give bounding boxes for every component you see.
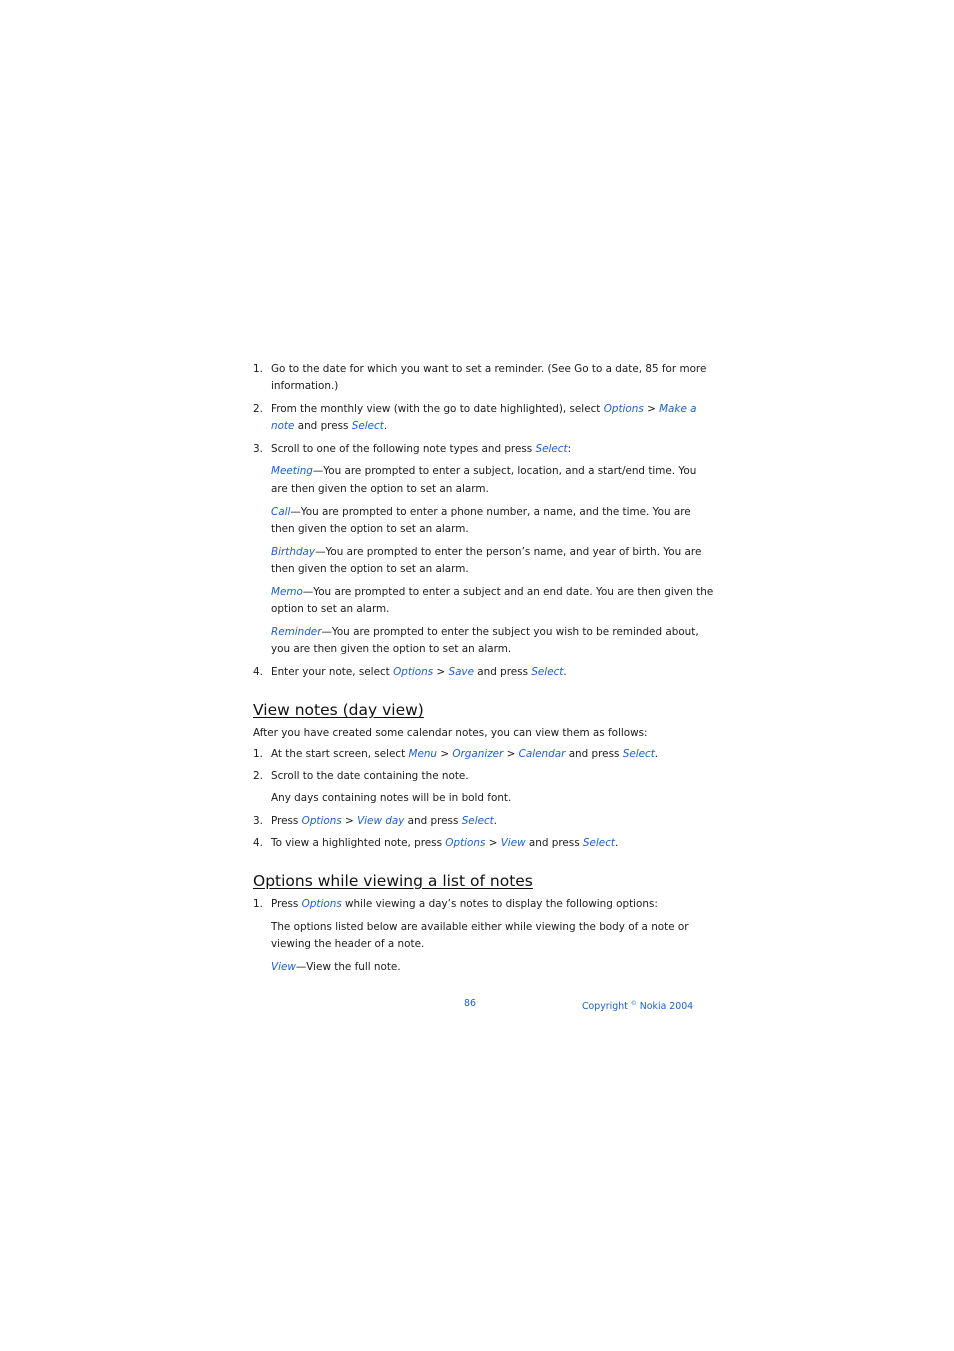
menu-option: Options	[603, 403, 644, 415]
copyright-notice: Copyright © Nokia 2004	[582, 1000, 694, 1012]
step-text: Scroll to one of the following note types and press Select:	[271, 443, 572, 455]
section-heading-options: Options while viewing a list of notes	[253, 872, 533, 890]
step-text: From the monthly view (with the go to date highlighted), select Options > Make a	[271, 403, 697, 415]
step-number: 4.	[253, 666, 263, 678]
note-type-call: Call—You are prompted to enter a phone number, a name, and the time. You are	[271, 506, 691, 518]
note-type-description: then given the option to set an alarm.	[271, 563, 469, 575]
menu-option: Select	[531, 666, 564, 678]
step-number: 1.	[253, 363, 263, 375]
menu-option: Select	[351, 420, 384, 432]
note-type-description: you are then given the option to set an alarm.	[271, 643, 512, 655]
step-number: 1.	[253, 898, 263, 910]
menu-option: Options	[301, 898, 342, 910]
paragraph: viewing the header of a note.	[271, 938, 425, 950]
step-text: Press Options while viewing a day’s notes to display the following options:	[271, 898, 658, 910]
note-type-description: then given the option to set an alarm.	[271, 523, 469, 535]
menu-option: Select	[582, 837, 615, 849]
step-text: Press Options > View day and press Select.	[271, 815, 498, 827]
note-type-birthday: Birthday—You are prompted to enter the person’s name, and year of birth. You are	[271, 546, 702, 558]
step-number: 3.	[253, 815, 263, 827]
copyright-symbol: ©	[630, 1000, 637, 1007]
step-number: 2.	[253, 770, 263, 782]
note-type-reminder: Reminder—You are prompted to enter the subject you wish to be reminded about,	[271, 626, 699, 638]
menu-option: Menu	[408, 748, 438, 760]
step-text: Go to the date for which you want to set a reminder. (See Go to a date, 85 for more	[271, 363, 707, 375]
step-text: Enter your note, select Options > Save and press Select.	[271, 666, 567, 678]
step-text: At the start screen, select Menu > Organizer > Calendar and press Select.	[271, 748, 659, 760]
menu-option: View day	[357, 815, 405, 827]
note-type-description: are then given the option to set an alarm.	[271, 483, 489, 495]
menu-option: Organizer	[452, 748, 504, 760]
option-view: View—View the full note.	[271, 961, 401, 973]
step-number: 1.	[253, 748, 263, 760]
section-heading-view-notes: View notes (day view)	[253, 701, 424, 719]
menu-option: Options	[301, 815, 342, 827]
menu-option: Options	[393, 666, 434, 678]
menu-option: Select	[535, 443, 568, 455]
note-type-description: option to set an alarm.	[271, 603, 390, 615]
step-number: 2.	[253, 403, 263, 415]
paragraph: The options listed below are available either while viewing the body of a note or	[271, 921, 689, 933]
menu-option: View	[500, 837, 526, 849]
menu-option: Select	[622, 748, 655, 760]
menu-option: Save	[448, 666, 474, 678]
menu-option: Calendar	[518, 748, 566, 760]
note-type-meeting: Meeting—You are prompted to enter a subject, location, and a start/end time. You	[271, 465, 697, 477]
section-intro: After you have created some calendar notes, you can view them as follows:	[253, 727, 648, 739]
step-text: note and press Select.	[271, 420, 388, 432]
menu-option: Make a	[659, 403, 697, 415]
step-note: Any days containing notes will be in bold font.	[271, 792, 512, 804]
menu-option: note	[271, 420, 295, 432]
step-text: To view a highlighted note, press Options > View and press Select.	[271, 837, 619, 849]
page-number: 86	[464, 998, 476, 1009]
note-type-memo: Memo—You are prompted to enter a subject and an end date. You are then given the	[271, 586, 714, 598]
menu-option: Select	[461, 815, 494, 827]
step-text: Scroll to the date containing the note.	[271, 770, 469, 782]
step-number: 3.	[253, 443, 263, 455]
step-text: information.)	[271, 380, 339, 392]
step-number: 4.	[253, 837, 263, 849]
menu-option: Options	[445, 837, 486, 849]
